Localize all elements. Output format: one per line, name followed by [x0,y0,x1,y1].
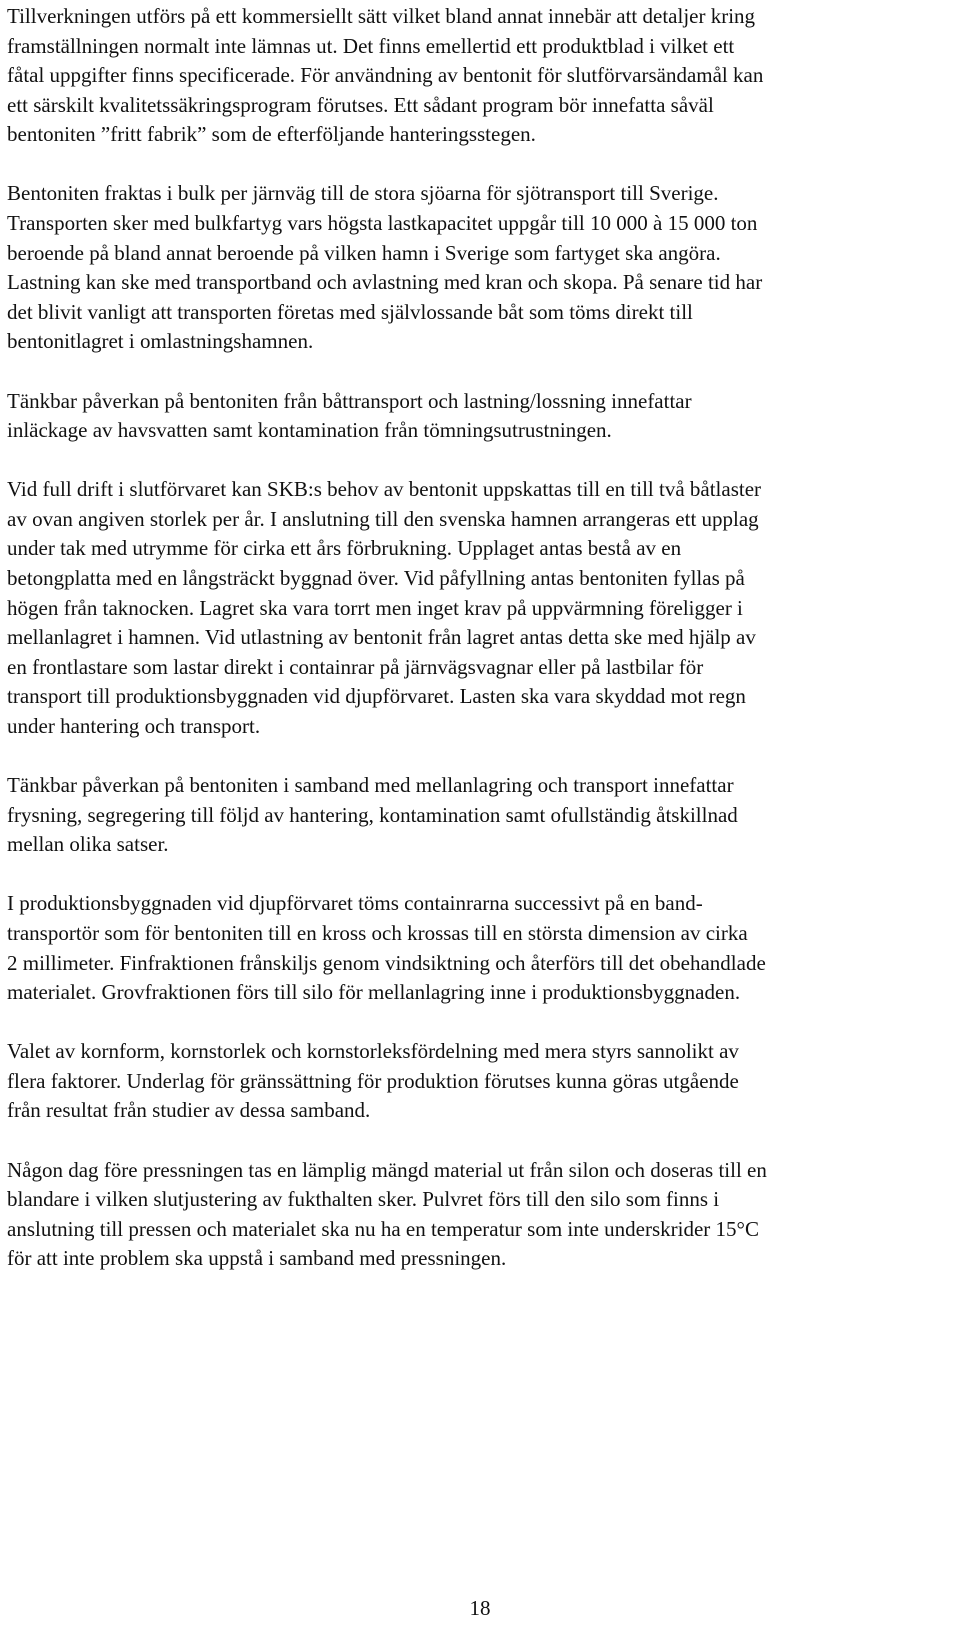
text-line: bentonitlagret i omlastningshamnen. [7,329,314,354]
text-line: 2 millimeter. Finfraktionen frånskiljs genom vindsiktning och återförs till det obehandlade [7,950,766,975]
text-line: Lastning kan ske med transportband och avlastning med kran och skopa. På senare tid har [7,270,763,295]
text-line: blandare i vilken slutjustering av fukthalten sker. Pulvret förs till den silo som finns i [7,1187,720,1212]
text-line: av ovan angiven storlek per år. I anslutning till den svenska hamnen arrangeras ett upplag [7,506,759,531]
text-line: det blivit vanligt att transporten företas med självlossande båt som töms direkt till [7,299,693,324]
text-line: inläckage av havsvatten samt kontamination från tömningsutrustningen. [7,418,612,443]
text-line: bentoniten ”fritt fabrik” som de efterföljande hanteringsstegen. [7,122,536,147]
paragraph [7,387,938,446]
text-line: från resultat från studier av dessa samband. [7,1098,371,1123]
text-line: Tillverkningen utförs på ett kommersiellt sätt vilket bland annat innebär att detaljer kring [7,4,756,28]
text-line: materialet. Grovfraktionen förs till silo för mellanlagring inne i produktionsbyggnaden. [7,980,741,1005]
text-line: frysning, segregering till följd av hantering, kontamination samt ofullständig åtskillnad [7,802,738,827]
text-line: ett särskilt kvalitetssäkringsprogram förutses. Ett sådant program bör innefatta såväl [7,92,714,117]
text-line: betongplatta med en långsträckt byggnad över. Vid påfyllning antas bentoniten fyllas på [7,566,745,590]
text-line: under hantering och transport. [7,713,261,738]
text-line: mellanlagret i hamnen. Vid utlastning av bentonit från lagret antas detta ske med hjälp av [7,625,756,650]
text-line: Transporten sker med bulkfartyg vars högsta lastkapacitet uppgår till 10 000 à 15 000 ton [7,211,758,236]
text-line: Vid full drift i slutförvaret kan SKB:s behov av bentonit uppskattas till en till två båtlaster [7,477,762,502]
text-line: framställningen normalt inte lämnas ut. Det finns emellertid ett produktblad i vilket ett [7,33,735,58]
text-line: Bentoniten fraktas i bulk per järnväg till de stora sjöarna för sjötransport till Sverige. [7,181,719,206]
paragraph [7,889,938,1007]
paragraph [7,1156,938,1274]
paragraph [7,771,938,860]
text-line: för att inte problem ska uppstå i samband med pressningen. [7,1246,507,1271]
text-line: transportör som för bentoniten till en kross och krossas till en största dimension av cirka [7,920,748,945]
text-line: flera faktorer. Underlag för gränssättning för produktion förutses kunna göras utgående [7,1068,739,1093]
text-line: transport till produktionsbyggnaden vid djupförvaret. Lasten ska vara skyddad mot regn [7,684,746,709]
text-line: anslutning till pressen och materialet ska nu ha en temperatur som inte underskrider 15°C [7,1216,759,1241]
text-line: under tak med utrymme för cirka ett års förbrukning. Upplaget antas bestå av en [7,536,682,561]
body-text [7,2,938,1274]
text-line: en frontlastare som lastar direkt i containrar på järnvägsvagnar eller på lastbilar för [7,654,704,679]
text-line: fåtal uppgifter finns specificerade. För användning av bentonit för slutförvarsändamål kan [7,63,764,88]
paragraph [7,475,938,741]
text-line: Valet av kornform, kornstorlek och kornstorleksfördelning med mera styrs sannolikt av [7,1039,739,1064]
page-number: 18 [469,1596,491,1620]
text-line: Tänkbar påverkan på bentoniten i samband med mellanlagring och transport innefattar [7,773,734,798]
paragraph [7,1037,938,1126]
text-line: Tänkbar påverkan på bentoniten från båttransport och lastning/lossning innefattar [7,388,692,413]
text-line: högen från taknocken. Lagret ska vara torrt men inget krav på uppvärmning föreligger i [7,595,743,620]
text-line: mellan olika satser. [7,832,169,857]
paragraph [7,179,938,357]
text-line: I produktionsbyggnaden vid djupförvaret töms containrarna successivt på en band- [7,891,703,916]
text-line: beroende på bland annat beroende på vilken hamn i Sverige som fartyget ska angöra. [7,240,721,265]
text-line: Någon dag före pressningen tas en lämplig mängd material ut från silon och doseras till en [7,1157,767,1182]
paragraph [7,2,938,150]
